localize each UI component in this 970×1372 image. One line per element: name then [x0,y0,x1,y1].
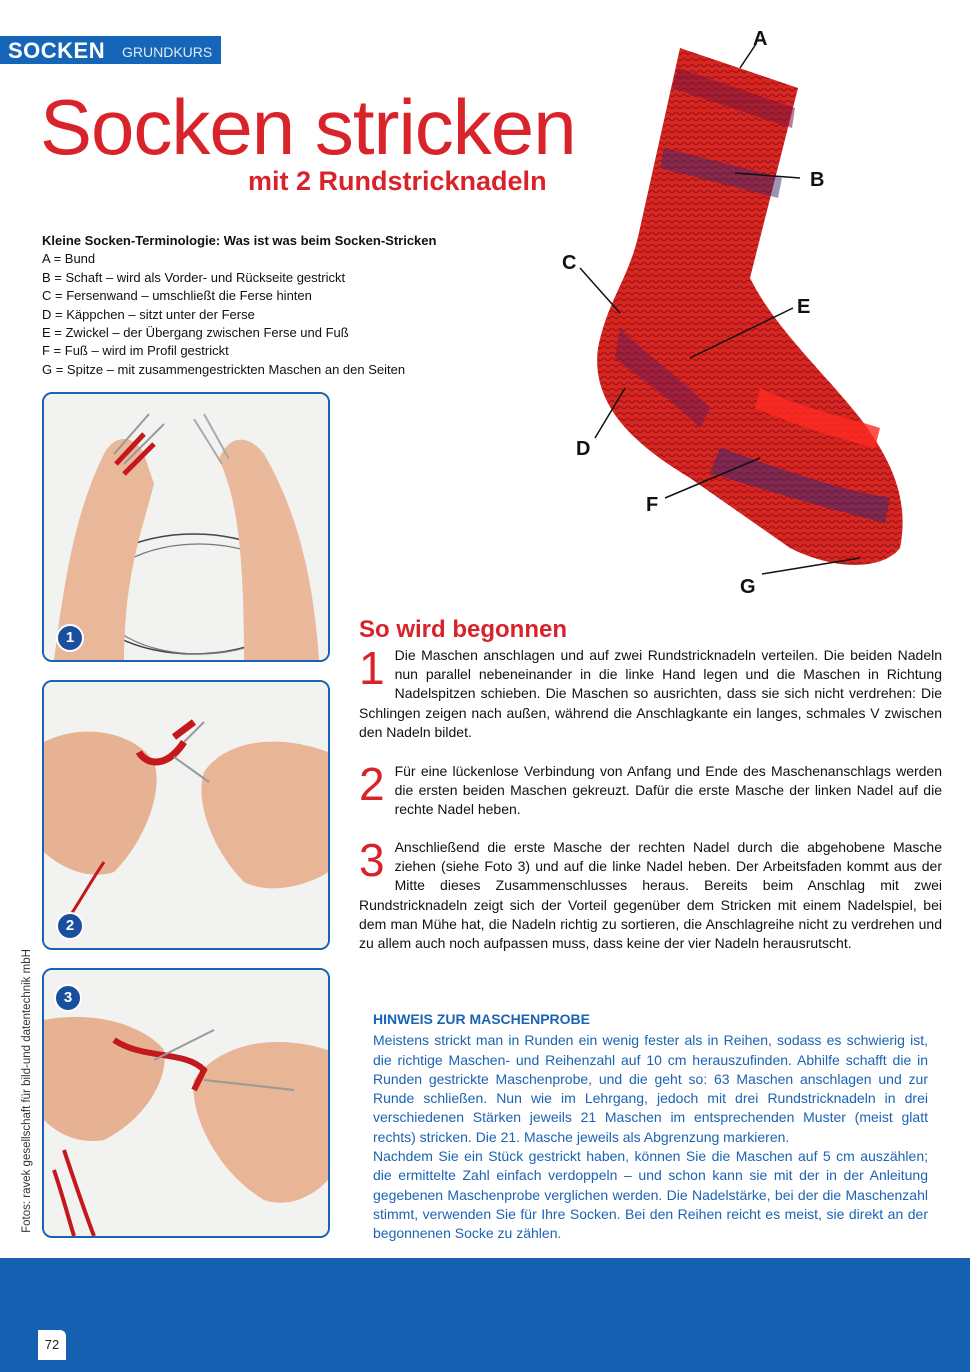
section-badge [0,36,221,64]
sock-label-d: D [576,438,591,460]
terminology-item: A = Bund [42,251,96,267]
terminology-item: C = Fersenwand – umschließt die Ferse hinten [42,288,312,304]
photo-1 [42,392,330,662]
page-number: 72 [38,1330,66,1360]
hint-title: HINWEIS ZUR MASCHENPROBE [373,1011,591,1027]
step-1 [359,642,942,742]
sock-label-c: C [562,252,577,274]
terminology-title: Kleine Socken-Terminologie: Was ist was beim Socken-Stricken [42,233,437,248]
terminology-item: B = Schaft – wird als Vorder- und Rückseite gestrickt [42,269,346,285]
page-subtitle: mit 2 Rundstricknadeln [248,166,547,196]
badge-main-label: SOCKEN [8,38,106,63]
section-title: So wird begonnen [359,616,567,643]
photo-3-number: 3 [54,984,82,1012]
step-3 [359,834,942,953]
sock-label-b: B [810,169,825,191]
footer-band [0,1258,970,1372]
photo-2-number: 2 [56,912,84,940]
step-number: 3 [359,834,385,886]
sock-diagram [560,28,970,608]
photo-2 [42,680,330,950]
step-number: 2 [359,758,385,810]
photo-3-illustration [44,970,328,1236]
hint-paragraph: Nachdem Sie ein Stück gestrickt haben, können Sie die Maschen auf 5 cm auszählen; die ermittelte Zahl einfach verdoppeln – und schon kann sie mit der in der Anleitung gegebenen Maschenprobe verglichen werden. Die Nadelstärke, bei der die Maschenzahl stimmt, verwenden Sie für Ihre Socken. Bei den Reihen reicht es meist, sie direkt an der begonnenen Socke zu zählen. [373,1148,928,1242]
photo-3 [42,968,330,1238]
step-text: Für eine lückenlose Verbindung von Anfang und Ende des Maschenanschlags werden die ersten beiden Maschen gekreuzt. Dafür die erste Masche der linken Nadel auf die rechte Nadel heben. [394,763,942,818]
terminology-item: E = Zwickel – der Übergang zwischen Ferse und Fuß [42,325,349,341]
terminology-item: D = Käppchen – sitzt unter der Ferse [42,306,255,322]
step-text: Die Maschen anschlagen und auf zwei Rundstricknadeln verteilen. Die beiden Nadeln nun parallel nebeneinander in die linke Hand legen und die Maschen in Richtung Nadelspitzen schieben. Die Maschen so ausrichten, dass sie sich nicht verdrehen: Die Schlingen zeigen nach außen, während die Anschlagkante ein langes, schmales V zwischen den Nadeln bildet. [359,647,942,740]
step-number: 1 [359,642,385,694]
terminology-item: F = Fuß – wird im Profil gestrickt [42,343,229,359]
sock-label-a: A [753,28,768,50]
sock-label-e: E [797,296,811,318]
photo-credit: Fotos: ravek gesellschaft für bild-und datentechnik mbH [21,949,33,1233]
sock-label-f: F [646,494,659,516]
photo-2-illustration [44,682,328,948]
hint-box [373,1010,928,1244]
photo-1-number: 1 [56,624,84,652]
terminology-item: G = Spitze – mit zusammengestrickten Maschen an den Seiten [42,361,406,377]
hint-paragraph: Meistens strickt man in Runden ein wenig fester als in Reihen, sodass es schwierig ist, die richtige Maschen- und Reihenzahl auf 10 cm herauszufinden. Abhilfe schafft die in Runden gestrickte Maschenprobe, und die geht so: 63 Maschen anschlagen und zur Runde schließen. Nun wie im Lehrgang, jedoch mit drei Rundstricknadeln in drei verschiedenen Stärken jeweils 21 Maschen im entsprechenden Muster (meist glatt rechts) stricken. Die 21. Masche jeweils als Abgrenzung markieren. [373,1032,928,1145]
terminology-box [42,232,482,379]
photo-1-illustration [44,394,328,660]
page-title: Socken stricken [40,83,576,171]
step-text: Anschließend die erste Masche der rechten Nadel durch die abgehobene Masche ziehen (siehe Foto 3) und auf die linke Nadel heben. Der Arbeitsfaden kommt aus der Mitte dieses Zusammenschlusses heraus. Bereits beim Anschlag mit zwei Rundstricknadeln zeigt sich der Vorteil gegenüber dem Stricken mit einem Nadelspiel, bei dem man Mühe hat, die Nadeln richtig zu sortieren, die Anschlagreihe nicht zu verdrehen und zu allem auch noch aufpassen muss, dass keine der vier Nadeln herausrutscht. [359,839,942,952]
sock-illustration [560,28,970,608]
sock-label-g: G [740,576,756,598]
step-2 [359,758,942,820]
badge-sub-label: GRUNDKURS [122,44,213,60]
